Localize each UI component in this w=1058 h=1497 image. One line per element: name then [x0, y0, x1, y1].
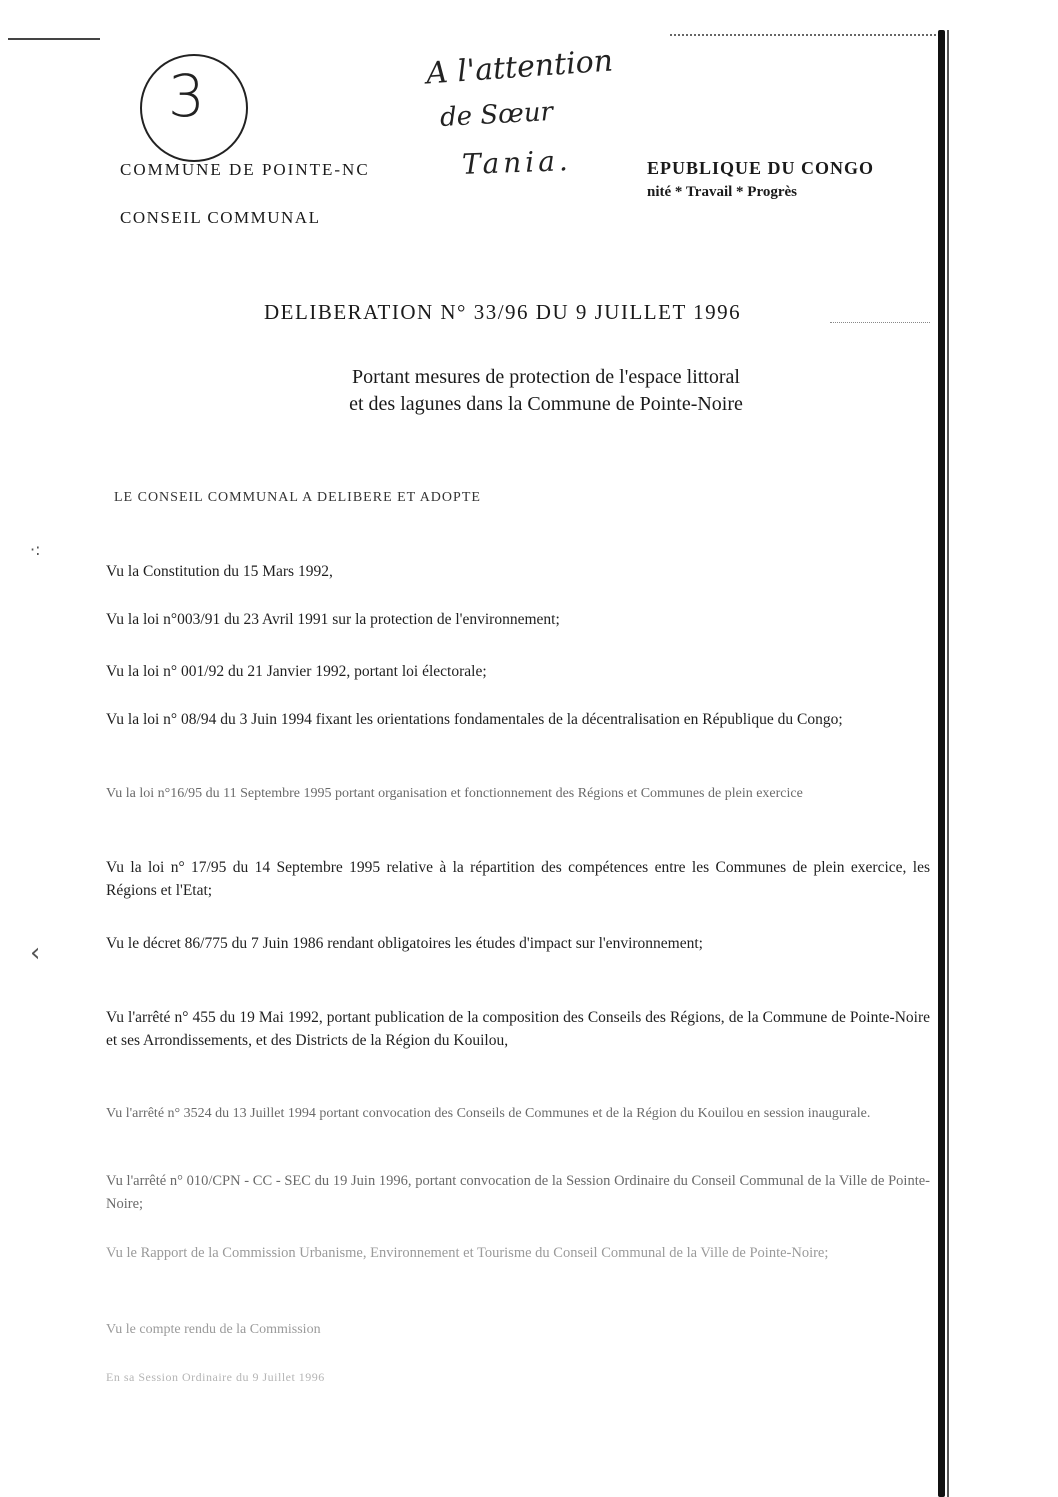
consideration-13: En sa Session Ordinaire du 9 Juillet 1996 — [106, 1370, 325, 1384]
commune-name: COMMUNE DE POINTE-NC — [120, 160, 370, 179]
consideration-5: Vu la loi n°16/95 du 11 Septembre 1995 portant organisation et fonctionnement des Régions et Communes de plein exercice — [106, 786, 803, 801]
subtitle-line2: et des lagunes dans la Commune de Pointe-Noire — [349, 393, 743, 415]
deliberation-title: DELIBERATION N° 33/96 DU 9 JUILLET 1996 — [264, 300, 742, 324]
consideration-12: Vu le compte rendu de la Commission — [106, 1322, 321, 1337]
handwritten-note-line3: Tania. — [461, 144, 573, 181]
consideration-9: Vu l'arrêté n° 3524 du 13 Juillet 1994 portant convocation des Conseils de Communes et de la Région du Kouilou en session inaugurale. — [106, 1106, 871, 1121]
consideration-10: Vu l'arrêté n° 010/CPN - CC - SEC du 19 Juin 1996, portant convocation de la Session Ordinaire du Conseil Communal de la Ville de Pointe-Noire; — [106, 1173, 930, 1212]
top-right-dotted-line — [670, 34, 936, 36]
consideration-8: Vu l'arrêté n° 455 du 19 Mai 1992, portant publication de la composition des Conseils des Régions, de la Commune de Pointe-Noire et ses Arrondissements, et des Districts de la Région du Kouilou, — [106, 1009, 930, 1049]
consideration-6: Vu la loi n° 17/95 du 14 Septembre 1995 relative à la répartition des compétences entre les Communes de plein exercice, les Régions et l'Etat; — [106, 859, 930, 899]
consideration-3: Vu la loi n° 001/92 du 21 Janvier 1992, portant loi électorale; — [106, 663, 487, 680]
republic-name: EPUBLIQUE DU CONGO — [647, 158, 875, 178]
top-left-rule — [8, 38, 100, 40]
handwritten-note-line1: A l'attention — [425, 43, 615, 92]
title-dotted-line — [830, 322, 930, 323]
adoption-statement: LE CONSEIL COMMUNAL A DELIBERE ET ADOPTE — [114, 490, 481, 505]
deliberation-subtitle — [266, 364, 826, 418]
consideration-4: Vu la loi n° 08/94 du 3 Juin 1994 fixant les orientations fondamentales de la décentralisation en République du Congo; — [106, 711, 843, 728]
consideration-7: Vu le décret 86/775 du 7 Juin 1986 rendant obligatoires les études d'impact sur l'environnement; — [106, 935, 703, 952]
handwritten-note-line2: de Sœur — [439, 97, 554, 133]
margin-scan-line — [947, 30, 949, 1497]
margin-bracket-mark: ‹ — [30, 938, 41, 968]
consideration-2: Vu la loi n°003/91 du 23 Avril 1991 sur la protection de l'environnement; — [106, 611, 560, 628]
council-name: CONSEIL COMMUNAL — [120, 208, 321, 227]
subtitle-line1: Portant mesures de protection de l'espace littoral — [352, 366, 740, 388]
margin-mark: ·: — [30, 540, 41, 559]
consideration-1: Vu la Constitution du 15 Mars 1992, — [106, 563, 333, 580]
margin-scan-bar — [938, 30, 945, 1497]
consideration-11: Vu le Rapport de la Commission Urbanisme, Environnement et Tourisme du Conseil Communal de la Ville de Pointe-Noire; — [106, 1245, 829, 1261]
national-motto: nité * Travail * Progrès — [647, 184, 797, 200]
circled-number: 3 — [168, 62, 205, 130]
